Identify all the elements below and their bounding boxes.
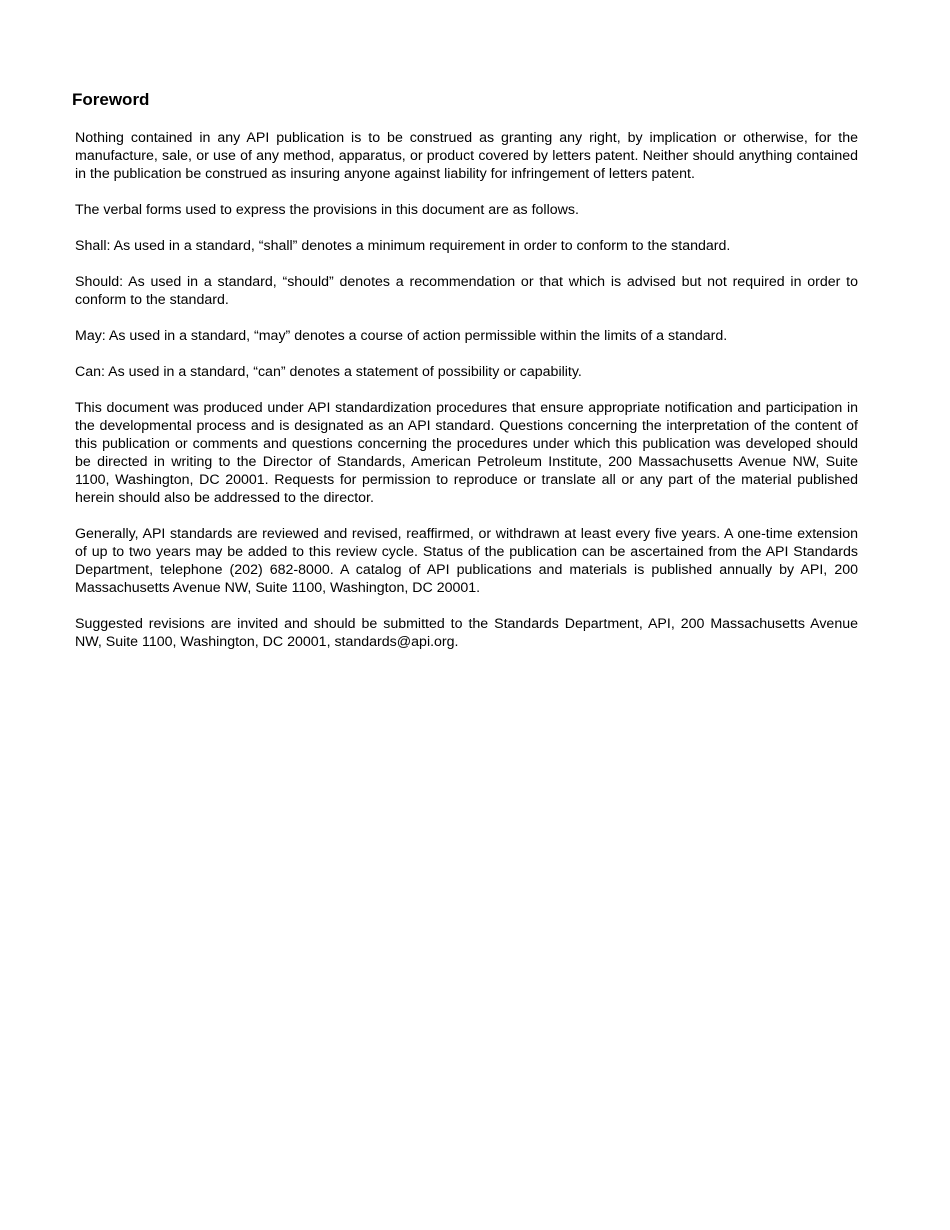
paragraph-can-definition: Can: As used in a standard, “can” denotes a statement of possibility or capability. <box>75 364 582 380</box>
paragraph-review-cycle: Generally, API standards are reviewed and revised, reaffirmed, or withdrawn at least every five years. A one-time extension of up to two years may be added to this review cycle. Status of the publication can be ascertained from the API Standards Department, telephone (202) 682-8000. A catalog of API publications and materials is published annually by API, 200 Massachusetts Avenue NW, Suite 1100, Washington, DC 20001. <box>75 526 858 596</box>
paragraph-suggested-revisions: Suggested revisions are invited and should be submitted to the Standards Department, API, 200 Massachusetts Avenue NW, Suite 1100, Washington, DC 20001, standards@api.org. <box>75 616 858 650</box>
paragraph-may-definition: May: As used in a standard, “may” denotes a course of action permissible within the limits of a standard. <box>75 328 728 344</box>
paragraph-should-definition: Should: As used in a standard, “should” denotes a recommendation or that which is advised but not required in order to conform to the standard. <box>75 274 858 308</box>
foreword-body <box>75 129 858 669</box>
page-title: Foreword <box>72 90 150 109</box>
paragraph-verbal-forms-intro: The verbal forms used to express the provisions in this document are as follows. <box>75 202 579 218</box>
paragraph-standardization-procedures: This document was produced under API standardization procedures that ensure appropriate notification and participation in the developmental process and is designated as an API standard. Questions concerning the interpretation of the content of this publication or comments and questions concerning the procedures under which this publication was developed should be directed in writing to the Director of Standards, American Petroleum Institute, 200 Massachusetts Avenue NW, Suite 1100, Washington, DC 20001. Requests for permission to reproduce or translate all or any part of the material published herein should also be addressed to the director. <box>75 400 858 506</box>
paragraph-shall-definition: Shall: As used in a standard, “shall” denotes a minimum requirement in order to conform to the standard. <box>75 238 731 254</box>
paragraph-patent-disclaimer: Nothing contained in any API publication is to be construed as granting any right, by implication or otherwise, for the manufacture, sale, or use of any method, apparatus, or product covered by letters patent. Neither should anything contained in the publication be construed as insuring anyone against liability for infringement of letters patent. <box>75 130 858 182</box>
